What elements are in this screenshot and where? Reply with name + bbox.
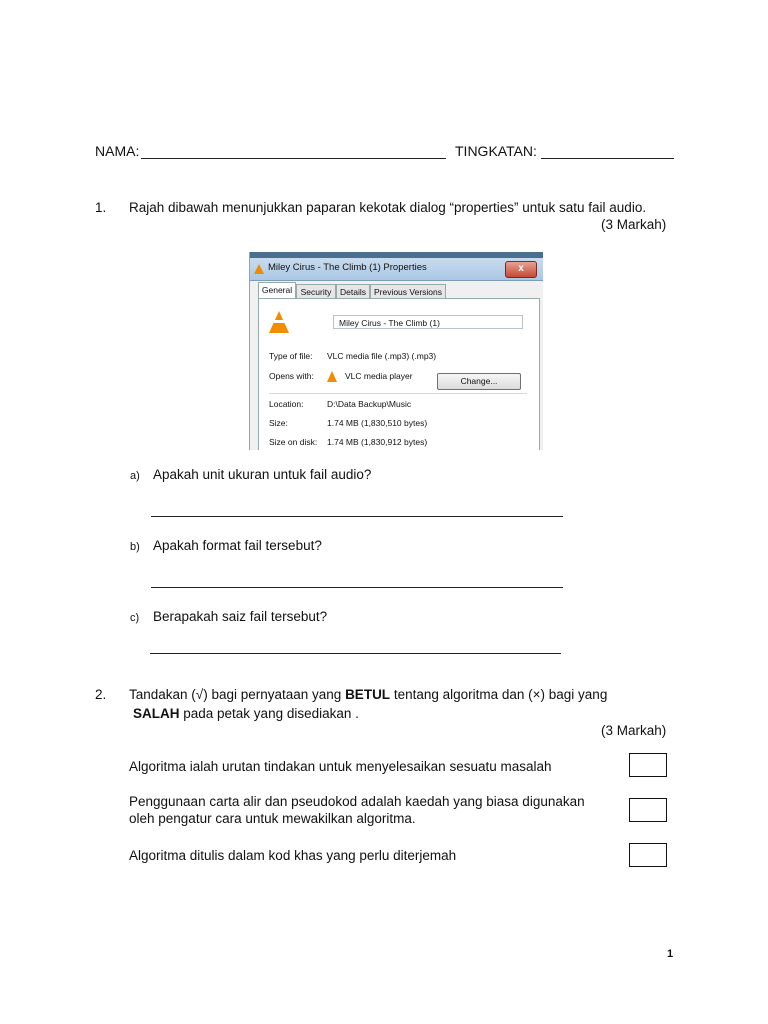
tab-general[interactable]: General — [258, 282, 296, 299]
q1b-letter: b) — [130, 541, 140, 553]
q1b-text: Apakah format fail tersebut? — [153, 538, 322, 553]
q2-text-post: pada petak yang disediakan . — [179, 706, 359, 721]
q1a-answer-line[interactable] — [151, 515, 563, 517]
type-label: Type of file: — [269, 351, 313, 361]
vlc-small-icon — [327, 371, 337, 382]
dialog-separator — [269, 393, 527, 394]
q1c-letter: c) — [130, 612, 140, 624]
q1-marks: (3 Markah) — [601, 217, 667, 232]
opens-value: VLC media player — [345, 371, 413, 381]
q2-answer-box-1[interactable] — [629, 753, 667, 777]
disk-value: 1.74 MB (1,830,912 bytes) — [327, 437, 428, 447]
vlc-cone-icon — [269, 311, 289, 333]
dialog-title: Miley Cirus - The Climb (1) Properties — [268, 262, 427, 273]
q1b-answer-line[interactable] — [151, 586, 563, 588]
q1a-text: Apakah unit ukuran untuk fail audio? — [153, 467, 372, 482]
q2-text-line1 — [129, 687, 689, 702]
disk-label: Size on disk: — [269, 437, 318, 447]
q2-statement-1: Algoritma ialah urutan tindakan untuk menyelesaikan sesuatu masalah — [129, 759, 552, 774]
q1-number: 1. — [95, 200, 107, 215]
q2-text-mid: tentang algoritma dan (×) bagi yang — [390, 687, 608, 702]
page-number: 1 — [667, 948, 674, 960]
q1a-letter: a) — [130, 470, 140, 482]
properties-dialog — [249, 252, 543, 450]
dialog-titlebar — [250, 258, 543, 281]
q2-statement-2a: Penggunaan carta alir dan pseudokod adalah kaedah yang biasa digunakan — [129, 794, 585, 809]
q1-text: Rajah dibawah menunjukkan paparan kekotak dialog “properties” untuk satu fail audio. — [129, 200, 647, 215]
nama-label: NAMA: — [95, 143, 140, 159]
q2-text-pre: Tandakan (√) bagi pernyataan yang — [129, 687, 346, 702]
size-label: Size: — [269, 418, 288, 428]
tingkatan-field[interactable] — [541, 142, 674, 159]
q1c-text: Berapakah saiz fail tersebut? — [153, 609, 328, 624]
q2-statement-2b: oleh pengatur cara untuk mewakilkan algoritma. — [129, 811, 416, 826]
q2-text-line2 — [133, 706, 359, 721]
vlc-icon — [254, 264, 264, 274]
q1c-answer-line[interactable] — [150, 652, 561, 654]
file-name-input[interactable]: Miley Cirus - The Climb (1) — [333, 315, 523, 329]
tab-details[interactable]: Details — [336, 284, 370, 299]
location-label: Location: — [269, 399, 304, 409]
tab-previous-versions[interactable]: Previous Versions — [370, 284, 446, 299]
q2-statement-3: Algoritma ditulis dalam kod khas yang perlu diterjemah — [129, 848, 457, 863]
tab-security[interactable]: Security — [296, 284, 336, 299]
q2-answer-box-2[interactable] — [629, 798, 667, 822]
general-panel — [258, 298, 540, 450]
q2-salah: SALAH — [133, 706, 180, 721]
change-button[interactable]: Change... — [437, 373, 521, 390]
q2-answer-box-3[interactable] — [629, 843, 667, 867]
size-value: 1.74 MB (1,830,510 bytes) — [327, 418, 428, 428]
close-button[interactable]: x — [505, 261, 537, 278]
opens-label: Opens with: — [269, 371, 314, 381]
q2-betul: BETUL — [345, 687, 391, 702]
location-value: D:\Data Backup\Music — [327, 399, 412, 409]
tingkatan-label: TINGKATAN: — [455, 143, 537, 159]
q2-number: 2. — [95, 687, 107, 702]
type-value: VLC media file (.mp3) (.mp3) — [327, 351, 437, 361]
nama-field[interactable] — [141, 142, 446, 159]
q2-marks: (3 Markah) — [601, 723, 667, 738]
